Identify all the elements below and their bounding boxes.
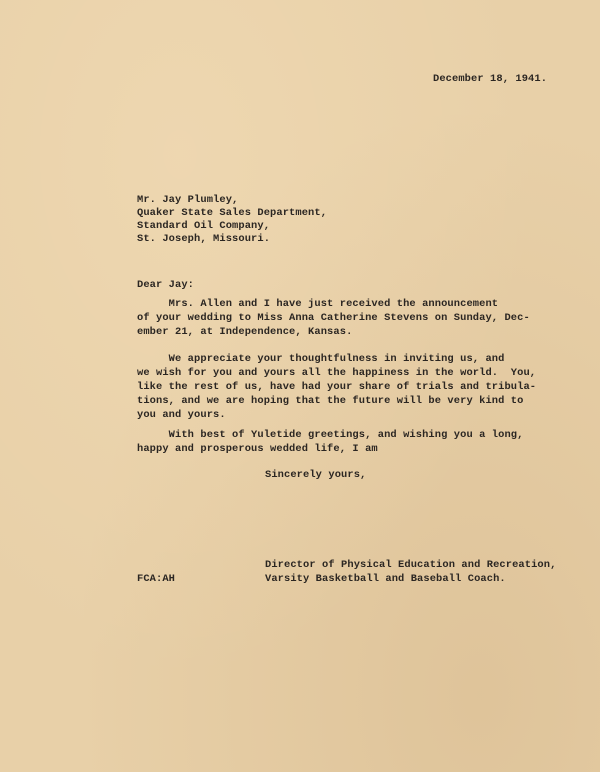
paragraph-3-line-1: With best of Yuletide greetings, and wishing you a long,: [137, 429, 524, 441]
paragraph-2-line-1: We appreciate your thoughtfulness in inviting us, and: [137, 353, 505, 365]
paragraph-2-line-3: like the rest of us, have had your share of trials and tribula-: [137, 381, 537, 393]
paragraph-2-line-2: we wish for you and yours all the happiness in the world. You,: [137, 367, 537, 379]
paragraph-1-line-2: of your wedding to Miss Anna Catherine Stevens on Sunday, Dec-: [137, 312, 530, 324]
paragraph-1-line-1: Mrs. Allen and I have just received the announcement: [137, 298, 499, 310]
typist-initials: FCA:AH: [137, 573, 176, 585]
paragraph-1-line-3: ember 21, at Independence, Kansas.: [137, 326, 353, 338]
signature-title-line-2: Varsity Basketball and Baseball Coach.: [265, 573, 506, 585]
address-line-3: Standard Oil Company,: [137, 220, 271, 232]
address-line-2: Quaker State Sales Department,: [137, 207, 328, 219]
letter-date: December 18, 1941.: [433, 73, 548, 85]
closing: Sincerely yours,: [265, 469, 367, 481]
address-line-4: St. Joseph, Missouri.: [137, 233, 271, 245]
paragraph-2-line-4: tions, and we are hoping that the future will be very kind to: [137, 395, 524, 407]
signature-title-line-1: Director of Physical Education and Recreation,: [265, 559, 557, 571]
paragraph-3-line-2: happy and prosperous wedded life, I am: [137, 443, 378, 455]
salutation: Dear Jay:: [137, 279, 195, 291]
paragraph-2-line-5: you and yours.: [137, 409, 226, 421]
address-line-1: Mr. Jay Plumley,: [137, 194, 239, 206]
